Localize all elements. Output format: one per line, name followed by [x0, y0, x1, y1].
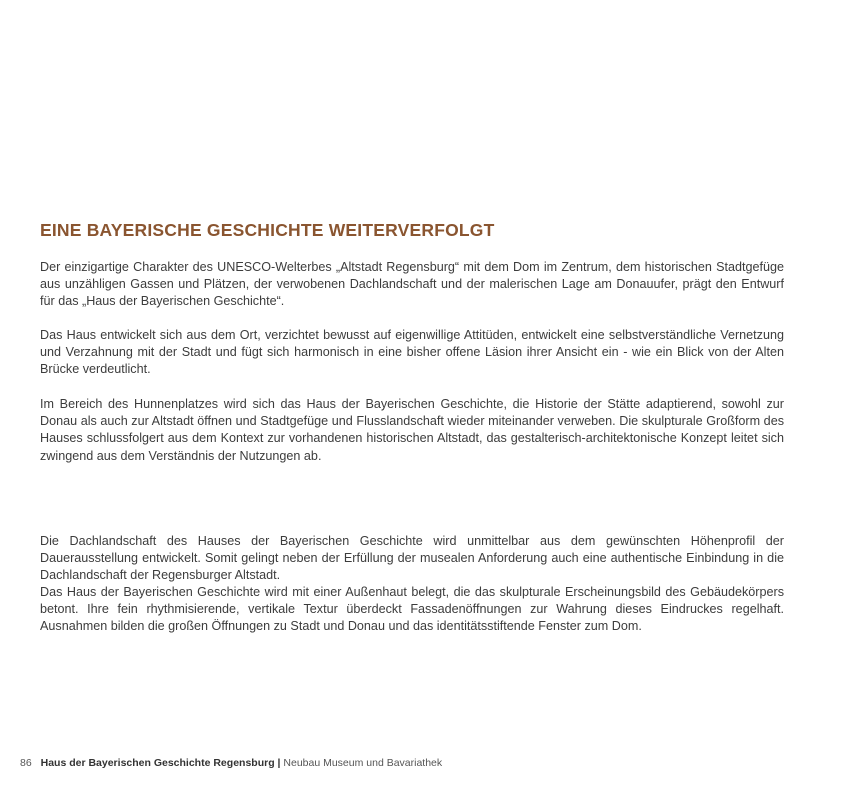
paragraph-hunnenplatz: Im Bereich des Hunnenplatzes wird sich das Haus der Bayerischen Geschichte, die Historie der Stätte adaptierend, sowohl zur Donau als auch zur Altstadt öffnen und Stadtgefüge und Flusslandschaft wieder miteinander verweben. Die skulpturale Großform des Hauses schlussfolgert aus dem Kontext zur vorhandenen historischen Altstadt, das gestalterisch-architektonische Konzept leitet sich zwingend aus dem Verständnis der Nutzungen ab.: [40, 397, 784, 463]
paragraph-roofscape: Die Dachlandschaft des Hauses der Bayerischen Geschichte wird unmittelbar aus dem gewünschten Höhenprofil der Dauerausstellung entwickelt. Somit gelingt neben der Erfüllung der musealen Anforderung auch eine authentische Einbindung in die Dachlandschaft der Regensburger Altstadt.: [40, 534, 784, 583]
footer-separator: |: [274, 757, 284, 769]
page-number: 86: [20, 757, 32, 769]
paragraph-facade: Das Haus der Bayerischen Geschichte wird mit einer Außenhaut belegt, die das skulpturale Erscheinungsbild des Gebäudekörpers betont. Ihre fein rhythmisierende, vertikale Textur überdeckt Fassadenöffnungen zur Wahrung dieses Eindruckes regelhaft. Ausnahmen bilden die großen Öffnungen zu Stadt und Donau und das identitätsstiftende Fenster zum Dom.: [40, 585, 784, 634]
page-heading: EINE BAYERISCHE GESCHICHTE WEITERVERFOLGT: [40, 220, 495, 240]
paragraph-context: Der einzigartige Charakter des UNESCO-Welterbes „Altstadt Regensburg“ mit dem Dom im Zentrum, dem historischen Stadtgefüge aus unzähligen Gassen und Plätzen, der verwobenen Dachlandschaft und der malerischen Lage am Donauufer, prägt den Entwurf für das „Haus der Bayerischen Geschichte“.: [40, 260, 784, 309]
footer-subtitle: Neubau Museum und Bavariathek: [283, 757, 443, 769]
paragraph-integration: Das Haus entwickelt sich aus dem Ort, verzichtet bewusst auf eigenwillige Attitüden, entwickelt eine selbstverständliche Vernetzung und Verzahnung mit der Stadt und fügt sich harmonisch in eine bisher offene Läsion ihrer Ansicht ein - wie ein Blick von der Alten Brücke verdeutlicht.: [40, 328, 784, 377]
footer-title: Haus der Bayerischen Geschichte Regensburg: [40, 757, 275, 769]
page-footer: [20, 757, 442, 769]
